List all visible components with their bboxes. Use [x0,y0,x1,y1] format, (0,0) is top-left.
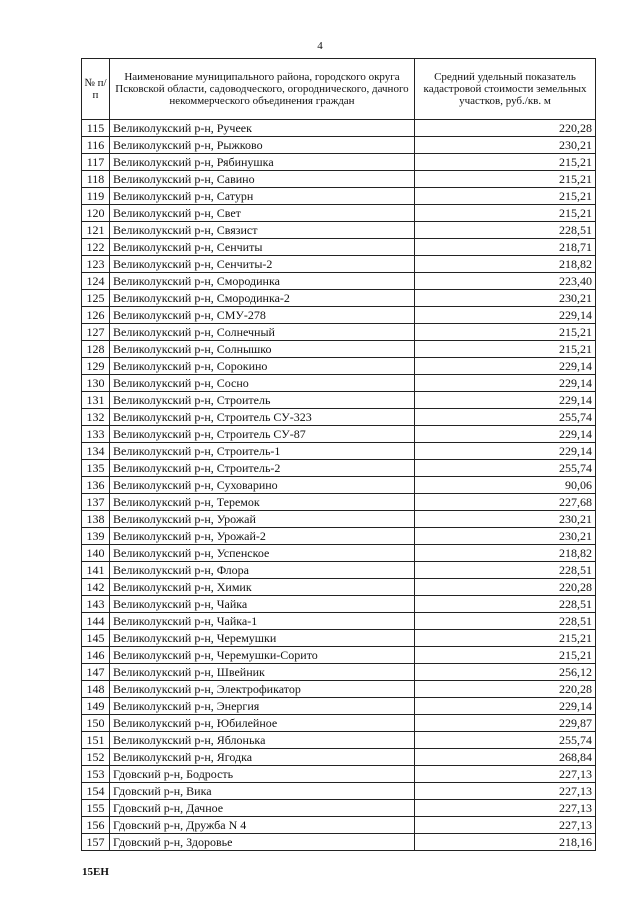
page-number: 4 [317,40,323,52]
territory-name-cell: Гдовский р-н, Вика [110,783,415,800]
territory-name-cell: Великолукский р-н, Яблонька [110,732,415,749]
territory-name-cell: Великолукский р-н, Юбилейное [110,715,415,732]
territory-name-cell: Великолукский р-н, Рябинушка [110,154,415,171]
table-row [82,715,596,732]
cadastral-value-cell: 218,82 [415,256,596,273]
row-number-cell: 157 [82,834,110,851]
territory-name-cell: Великолукский р-н, Сенчиты-2 [110,256,415,273]
row-number-cell: 153 [82,766,110,783]
territory-name-cell: Великолукский р-н, Успенское [110,545,415,562]
territory-name-cell: Великолукский р-н, Черемушки-Сорито [110,647,415,664]
cadastral-value-cell: 230,21 [415,511,596,528]
row-number-cell: 148 [82,681,110,698]
row-number-cell: 138 [82,511,110,528]
row-number-cell: 154 [82,783,110,800]
row-number-cell: 143 [82,596,110,613]
row-number-cell: 118 [82,171,110,188]
cadastral-value-cell: 215,21 [415,341,596,358]
row-number-cell: 117 [82,154,110,171]
cadastral-value-cell: 220,28 [415,120,596,137]
row-number-cell: 134 [82,443,110,460]
table-row [82,732,596,749]
cadastral-value-cell: 230,21 [415,137,596,154]
cadastral-value-cell: 255,74 [415,460,596,477]
cadastral-value-cell: 227,13 [415,766,596,783]
table-row [82,239,596,256]
cadastral-value-cell: 227,68 [415,494,596,511]
cadastral-value-cell: 218,16 [415,834,596,851]
territory-name-cell: Гдовский р-н, Дачное [110,800,415,817]
territory-name-cell: Великолукский р-н, Связист [110,222,415,239]
table-row [82,154,596,171]
cadastral-value-cell: 230,21 [415,290,596,307]
territory-name-cell: Великолукский р-н, Черемушки [110,630,415,647]
cadastral-value-cell: 215,21 [415,205,596,222]
territory-name-cell: Великолукский р-н, Чайка [110,596,415,613]
row-number-cell: 133 [82,426,110,443]
territory-name-cell: Великолукский р-н, Урожай [110,511,415,528]
cadastral-value-cell: 228,51 [415,613,596,630]
cadastral-value-cell: 215,21 [415,647,596,664]
territory-name-cell: Великолукский р-н, Чайка-1 [110,613,415,630]
table-row [82,834,596,851]
table-row [82,443,596,460]
territory-name-cell: Гдовский р-н, Бодрость [110,766,415,783]
row-number-cell: 155 [82,800,110,817]
table-row [82,324,596,341]
table-row [82,817,596,834]
territory-name-cell: Великолукский р-н, Строитель-1 [110,443,415,460]
table-row [82,205,596,222]
cadastral-value-cell: 256,12 [415,664,596,681]
territory-name-cell: Великолукский р-н, Урожай-2 [110,528,415,545]
cadastral-value-cell: 228,51 [415,222,596,239]
row-number-cell: 150 [82,715,110,732]
row-number-cell: 122 [82,239,110,256]
territory-name-cell: Гдовский р-н, Здоровье [110,834,415,851]
row-number-cell: 127 [82,324,110,341]
territory-name-cell: Великолукский р-н, Швейник [110,664,415,681]
table-row [82,460,596,477]
cadastral-value-cell: 215,21 [415,154,596,171]
cadastral-value-cell: 229,14 [415,307,596,324]
cadastral-value-cell: 255,74 [415,409,596,426]
row-number-cell: 128 [82,341,110,358]
table-row [82,222,596,239]
territory-name-cell: Великолукский р-н, Рыжково [110,137,415,154]
table-row [82,545,596,562]
row-number-cell: 141 [82,562,110,579]
cadastral-value-cell: 220,28 [415,579,596,596]
territory-name-cell: Великолукский р-н, Смородинка-2 [110,290,415,307]
table-row [82,596,596,613]
cadastral-value-cell: 223,40 [415,273,596,290]
territory-name-cell: Великолукский р-н, СМУ-278 [110,307,415,324]
row-number-cell: 139 [82,528,110,545]
table-row [82,630,596,647]
territory-name-cell: Гдовский р-н, Дружба N 4 [110,817,415,834]
cadastral-value-cell: 215,21 [415,188,596,205]
row-number-cell: 135 [82,460,110,477]
territory-name-cell: Великолукский р-н, Сатурн [110,188,415,205]
table-row [82,766,596,783]
row-number-cell: 156 [82,817,110,834]
header-row-number: № п/п [82,59,110,120]
row-number-cell: 125 [82,290,110,307]
territory-name-cell: Великолукский р-н, Теремок [110,494,415,511]
territory-name-cell: Великолукский р-н, Сорокино [110,358,415,375]
table-row [82,375,596,392]
table-row [82,426,596,443]
territory-name-cell: Великолукский р-н, Строитель-2 [110,460,415,477]
table-row [82,647,596,664]
row-number-cell: 124 [82,273,110,290]
document-code: 15ЕН [82,866,109,878]
table-row [82,800,596,817]
row-number-cell: 147 [82,664,110,681]
row-number-cell: 149 [82,698,110,715]
table-row [82,664,596,681]
cadastral-value-cell: 229,87 [415,715,596,732]
territory-name-cell: Великолукский р-н, Свет [110,205,415,222]
cadastral-value-cell: 229,14 [415,443,596,460]
territory-name-cell: Великолукский р-н, Смородинка [110,273,415,290]
cadastral-value-cell: 229,14 [415,392,596,409]
row-number-cell: 123 [82,256,110,273]
row-number-cell: 151 [82,732,110,749]
cadastral-value-cell: 255,74 [415,732,596,749]
table-row [82,358,596,375]
cadastral-value-cell: 227,13 [415,783,596,800]
table-row [82,341,596,358]
territory-name-cell: Великолукский р-н, Ягодка [110,749,415,766]
cadastral-value-cell: 220,28 [415,681,596,698]
cadastral-value-cell: 230,21 [415,528,596,545]
territory-name-cell: Великолукский р-н, Сосно [110,375,415,392]
row-number-cell: 146 [82,647,110,664]
row-number-cell: 145 [82,630,110,647]
table-row [82,681,596,698]
row-number-cell: 140 [82,545,110,562]
row-number-cell: 132 [82,409,110,426]
row-number-cell: 126 [82,307,110,324]
territory-name-cell: Великолукский р-н, Строитель СУ-87 [110,426,415,443]
table-row [82,392,596,409]
table-row [82,579,596,596]
table-row [82,120,596,137]
table-row [82,528,596,545]
row-number-cell: 115 [82,120,110,137]
table-row [82,256,596,273]
cadastral-value-cell: 218,71 [415,239,596,256]
cadastral-value-cell: 218,82 [415,545,596,562]
header-territory-name: Наименование муниципального района, городского округа Псковской области, садоводческого, огороднического, дачного некоммерческого объединения граждан [110,59,415,120]
table-row [82,749,596,766]
cadastral-value-cell: 229,14 [415,358,596,375]
table-row [82,290,596,307]
cadastral-value-cell: 229,14 [415,375,596,392]
territory-name-cell: Великолукский р-н, Суховарино [110,477,415,494]
territory-name-cell: Великолукский р-н, Солнышко [110,341,415,358]
row-number-cell: 119 [82,188,110,205]
row-number-cell: 137 [82,494,110,511]
table-row [82,171,596,188]
table-row [82,188,596,205]
table-row [82,562,596,579]
row-number-cell: 131 [82,392,110,409]
table-row [82,477,596,494]
table-body [82,120,596,851]
row-number-cell: 129 [82,358,110,375]
table-row [82,613,596,630]
territory-name-cell: Великолукский р-н, Савино [110,171,415,188]
row-number-cell: 130 [82,375,110,392]
table-row [82,511,596,528]
territory-name-cell: Великолукский р-н, Солнечный [110,324,415,341]
cadastral-value-cell: 215,21 [415,324,596,341]
table-row [82,137,596,154]
table-row [82,698,596,715]
row-number-cell: 116 [82,137,110,154]
table-header-row [82,59,596,120]
cadastral-value-cell: 215,21 [415,171,596,188]
row-number-cell: 152 [82,749,110,766]
cadastral-value-table [81,58,596,851]
row-number-cell: 144 [82,613,110,630]
row-number-cell: 120 [82,205,110,222]
row-number-cell: 142 [82,579,110,596]
cadastral-value-cell: 228,51 [415,596,596,613]
territory-name-cell: Великолукский р-н, Флора [110,562,415,579]
cadastral-value-cell: 268,84 [415,749,596,766]
header-average-cadastral-value: Средний удельный показатель кадастровой стоимости земельных участков, руб./кв. м [415,59,596,120]
table-row [82,783,596,800]
territory-name-cell: Великолукский р-н, Энергия [110,698,415,715]
cadastral-value-cell: 229,14 [415,426,596,443]
table-row [82,307,596,324]
row-number-cell: 121 [82,222,110,239]
cadastral-value-cell: 228,51 [415,562,596,579]
row-number-cell: 136 [82,477,110,494]
table-row [82,273,596,290]
table-row [82,494,596,511]
cadastral-value-cell: 227,13 [415,817,596,834]
territory-name-cell: Великолукский р-н, Ручеек [110,120,415,137]
territory-name-cell: Великолукский р-н, Строитель [110,392,415,409]
territory-name-cell: Великолукский р-н, Электрофикатор [110,681,415,698]
table-row [82,409,596,426]
territory-name-cell: Великолукский р-н, Сенчиты [110,239,415,256]
cadastral-value-cell: 229,14 [415,698,596,715]
cadastral-value-cell: 215,21 [415,630,596,647]
cadastral-value-cell: 90,06 [415,477,596,494]
territory-name-cell: Великолукский р-н, Строитель СУ-323 [110,409,415,426]
cadastral-value-cell: 227,13 [415,800,596,817]
territory-name-cell: Великолукский р-н, Химик [110,579,415,596]
